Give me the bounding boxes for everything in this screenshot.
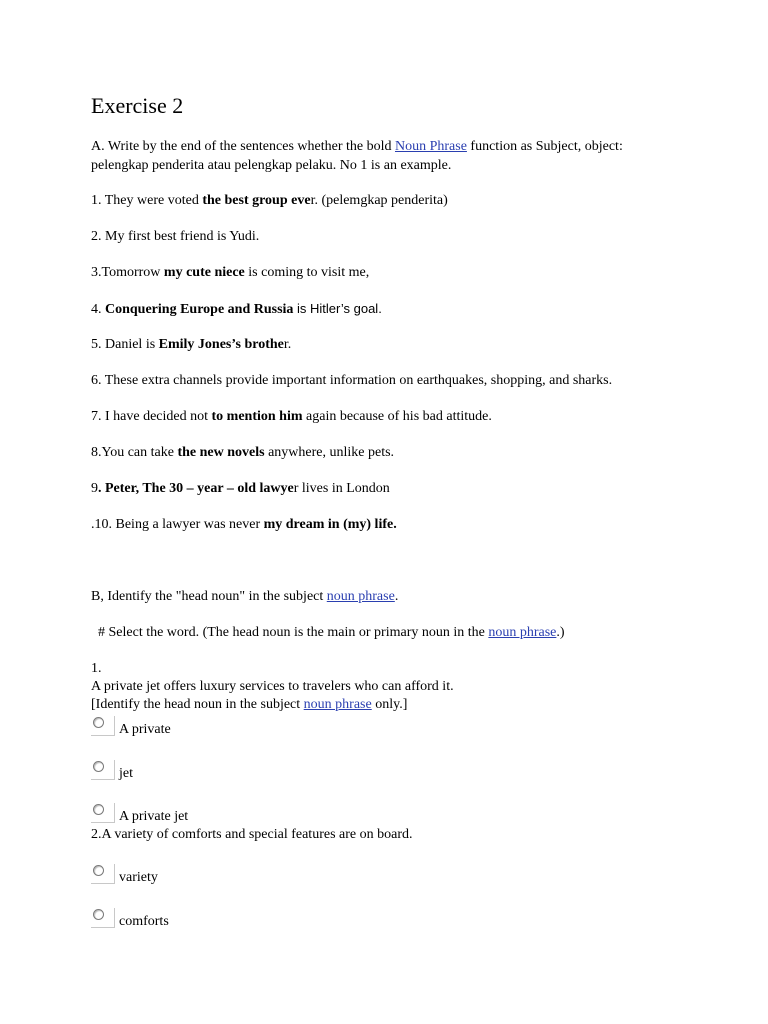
- bold-noun-phrase: Emily Jones’s brothe: [158, 337, 284, 352]
- sentence-9: [91, 480, 390, 498]
- sentence-1: [91, 192, 448, 210]
- radio-circle-icon: [93, 761, 104, 772]
- bold-noun-phrase: Conquering Europe and Russia: [105, 302, 294, 317]
- question-1-text: A private jet offers luxury services to travelers who can afford it.: [91, 679, 454, 694]
- part-b-intro-text: B, Identify the "head noun" in the subject: [91, 589, 327, 604]
- sentence-text: r.: [283, 337, 292, 352]
- radio-button[interactable]: [91, 803, 115, 823]
- sentence-text: anywhere, unlike pets.: [264, 445, 395, 460]
- q1-option-jet[interactable]: [91, 758, 133, 780]
- sentence-text: .10. Being a lawyer was never: [91, 517, 264, 532]
- part-b-note: [91, 624, 565, 642]
- radio-button[interactable]: [91, 908, 115, 928]
- sentence-text: 4.: [91, 302, 105, 317]
- part-b-intro-end: .: [394, 589, 399, 604]
- sentence-text: r lives in London: [293, 481, 390, 496]
- option-label: A private jet: [119, 809, 189, 824]
- bold-noun-phrase: my cute niece: [163, 265, 245, 280]
- sentence-10: [91, 516, 397, 534]
- sentence-text: 1. They were voted: [91, 193, 203, 208]
- option-label: comforts: [119, 914, 169, 929]
- bold-noun-phrase: my dream in (my) life.: [263, 517, 397, 532]
- sentence-text: 2. My first best friend is Yudi.: [91, 229, 260, 244]
- q1-option-a-private[interactable]: [91, 714, 171, 736]
- noun-phrase-link[interactable]: Noun Phrase: [394, 139, 467, 154]
- radio-circle-icon: [93, 804, 104, 815]
- sentence-4: [91, 300, 382, 319]
- radio-circle-icon: [93, 717, 104, 728]
- bold-noun-phrase: . Peter, The 30 – year – old lawye: [98, 481, 294, 496]
- part-a-intro: [91, 138, 623, 156]
- radio-button[interactable]: [91, 716, 115, 736]
- sentence-text: 3.Tomorrow: [91, 265, 164, 280]
- question-1-instruction: [91, 696, 407, 714]
- part-a-intro-text-end: function as Subject, object:: [466, 139, 623, 154]
- option-label: jet: [119, 766, 133, 781]
- sentence-text: is coming to visit me,: [244, 265, 370, 280]
- sentence-2: [91, 228, 259, 246]
- instruction-text: [Identify the head noun in the subject: [91, 697, 304, 712]
- q2-option-variety[interactable]: [91, 862, 158, 884]
- sentence-text: again because of his bad attitude.: [302, 409, 492, 424]
- radio-circle-icon: [93, 909, 104, 920]
- part-b-intro: [91, 588, 398, 606]
- part-b-note-text: # Select the word. (The head noun is the main or primary noun in the: [91, 625, 489, 640]
- q2-option-comforts[interactable]: [91, 906, 169, 928]
- option-label: variety: [119, 870, 158, 885]
- sentence-text: 9: [91, 481, 98, 496]
- sentence-7: [91, 408, 492, 426]
- sentence-5: [91, 336, 291, 354]
- part-a-intro-text: A. Write by the end of the sentences whether the bold: [91, 139, 395, 154]
- sentence-text: is Hitler’s goal.: [293, 301, 382, 316]
- bold-noun-phrase: the best group eve: [202, 193, 311, 208]
- sentence-text: 8.You can take: [91, 445, 178, 460]
- sentence-text: 6. These extra channels provide important information on earthquakes, shopping, and sharks.: [91, 373, 613, 388]
- sentence-8: [91, 444, 394, 462]
- part-a-intro-line2: pelengkap penderita atau pelengkap pelaku. No 1 is an example.: [91, 158, 452, 173]
- sentence-text: r. (pelemgkap penderita): [310, 193, 448, 208]
- sentence-text: 5. Daniel is: [91, 337, 159, 352]
- bold-noun-phrase: the new novels: [177, 445, 265, 460]
- bold-noun-phrase: to mention him: [211, 409, 303, 424]
- page-title: Exercise 2: [91, 93, 184, 118]
- radio-button[interactable]: [91, 760, 115, 780]
- sentence-3: [91, 264, 369, 282]
- noun-phrase-link[interactable]: noun phrase: [488, 625, 557, 640]
- instruction-text-end: only.]: [371, 697, 408, 712]
- radio-button[interactable]: [91, 864, 115, 884]
- sentence-text: 7. I have decided not: [91, 409, 212, 424]
- question-1-number: 1.: [91, 661, 102, 676]
- part-b-note-end: .): [556, 625, 565, 640]
- noun-phrase-link[interactable]: noun phrase: [303, 697, 372, 712]
- radio-circle-icon: [93, 865, 104, 876]
- question-2-text: 2.A variety of comforts and special features are on board.: [91, 827, 413, 842]
- option-label: A private: [119, 722, 171, 737]
- noun-phrase-link[interactable]: noun phrase: [326, 589, 395, 604]
- sentence-6: [91, 372, 612, 390]
- q1-option-a-private-jet[interactable]: [91, 801, 188, 823]
